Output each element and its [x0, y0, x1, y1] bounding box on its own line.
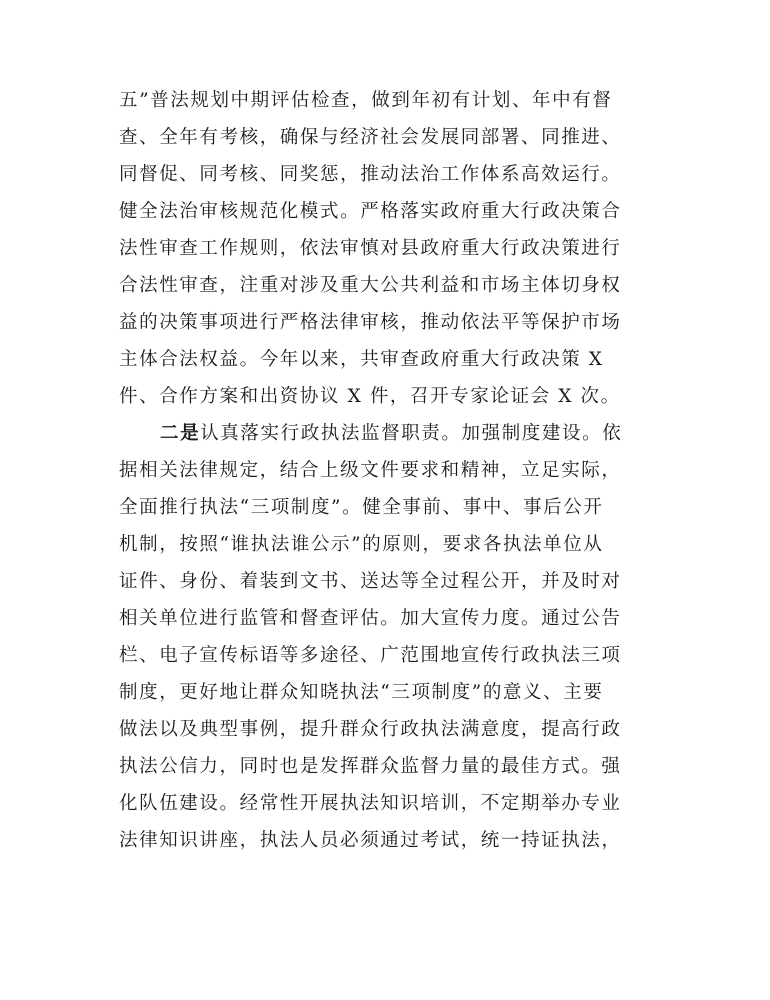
- text-line: 执法公信力，同时也是发挥群众监督力量的最佳方式。强: [119, 756, 622, 777]
- paragraph-2-first-line: [119, 415, 659, 452]
- text-line: 益的决策事项进行严格法律审核，推动依法平等保护市场: [119, 312, 622, 333]
- text-line: 件、合作方案和出资协议 X 件，召开专家论证会 X 次。: [119, 386, 621, 407]
- text-line: 合法性审查，注重对涉及重大公共利益和市场主体切身权: [119, 275, 622, 296]
- text-line: 健全法治审核规范化模式。严格落实政府重大行政决策合: [119, 201, 622, 222]
- text-line: 做法以及典型事例，提升群众行政执法满意度，提高行政: [119, 719, 622, 740]
- text-line: 化队伍建设。经常性开展执法知识培训，不定期举办专业: [119, 793, 622, 814]
- text-line: 据相关法律规定，结合上级文件要求和精神，立足实际，: [119, 460, 622, 481]
- paragraph-2-first-line-text: 认真落实行政执法监督职责。加强制度建设。依: [200, 423, 623, 444]
- document-body: [119, 82, 659, 859]
- text-line: 同督促、同考核、同奖惩，推动法治工作体系高效运行。: [119, 164, 622, 185]
- text-line: 制度，更好地让群众知晓执法“三项制度”的意义、主要: [119, 682, 604, 703]
- text-line: 证件、身份、着装到文书、送达等全过程公开，并及时对: [119, 571, 622, 592]
- paragraph-2-lead: 二是: [160, 423, 201, 444]
- text-line: 法律知识讲座，执法人员必须通过考试，统一持证执法，: [119, 830, 622, 851]
- text-line: 相关单位进行监管和督查评估。加大宣传力度。通过公告: [119, 608, 622, 629]
- text-line: 机制，按照“谁执法谁公示”的原则，要求各执法单位从: [119, 534, 604, 555]
- text-line: 主体合法权益。今年以来，共审查政府重大行政决策 X: [119, 349, 604, 370]
- text-line: 栏、电子宣传标语等多途径、广范围地宣传行政执法三项: [119, 645, 622, 666]
- text-line: 全面推行执法“三项制度”。健全事前、事中、事后公开: [119, 497, 604, 518]
- text-line: 法性审查工作规则，依法审慎对县政府重大行政决策进行: [119, 238, 622, 259]
- text-line: 五”普法规划中期评估检查，做到年初有计划、年中有督: [119, 90, 613, 111]
- text-line: 查、全年有考核，确保与经济社会发展同部署、同推进、: [119, 127, 622, 148]
